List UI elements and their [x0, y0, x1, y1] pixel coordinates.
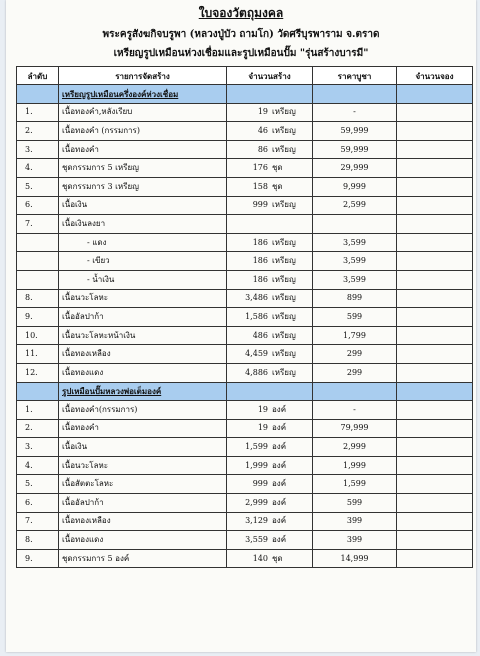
row-unit: เหรียญ: [272, 200, 296, 210]
row-item: เนื้อทองแดง: [59, 531, 227, 550]
row-qty-cell: [227, 140, 313, 159]
table-row: [17, 140, 473, 159]
row-item: เนื้อเงิน: [59, 196, 227, 215]
row-item: เนื้อเงิน: [59, 438, 227, 457]
section-price-cell: [313, 85, 397, 104]
row-unit: เหรียญ: [272, 293, 296, 303]
row-unit: เหรียญ: [272, 367, 296, 377]
row-qty-cell: [227, 122, 313, 141]
row-unit: เหรียญ: [272, 107, 296, 117]
row-reserve-cell[interactable]: [397, 177, 473, 196]
row-reserve-cell[interactable]: [397, 494, 473, 513]
row-item: ชุดกรรมการ 3 เหรียญ: [59, 177, 227, 196]
row-item: เนื้อทองคำ: [59, 140, 227, 159]
section-no-cell: [17, 382, 59, 401]
row-item: เนื้อทองคำ(กรรมการ): [59, 401, 227, 420]
header-no: ลำดับ: [17, 67, 59, 85]
row-qty: 46: [257, 125, 268, 135]
row-unit: เหรียญ: [272, 256, 296, 266]
section-price-cell: [313, 382, 397, 401]
row-reserve-cell[interactable]: [397, 215, 473, 234]
row-price: 1,599: [313, 475, 397, 494]
row-qty-cell: [227, 456, 313, 475]
row-reserve-cell[interactable]: [397, 531, 473, 550]
table-row: [17, 475, 473, 494]
row-no: 7.: [17, 512, 59, 531]
row-qty: 999: [252, 200, 268, 210]
row-qty-cell: [227, 215, 313, 234]
table-row: [17, 419, 473, 438]
row-reserve-cell[interactable]: [397, 363, 473, 382]
row-qty: 19: [257, 107, 268, 117]
row-unit: องค์: [272, 497, 287, 507]
row-no: 9.: [17, 308, 59, 327]
header-price: ราคาบูชา: [313, 67, 397, 85]
row-no: 12.: [17, 363, 59, 382]
section-label: เหรียญรูปเหมือนครึ่งองค์ห่วงเชื่อม: [59, 85, 227, 104]
table-row: [17, 326, 473, 345]
table-row: [17, 103, 473, 122]
row-unit: องค์: [272, 404, 287, 414]
row-reserve-cell[interactable]: [397, 512, 473, 531]
row-unit: ชุด: [272, 163, 283, 173]
row-qty-cell: [227, 401, 313, 420]
row-item: เนื้ออัลปาก้า: [59, 308, 227, 327]
row-price: 2,599: [313, 196, 397, 215]
row-no: 10.: [17, 326, 59, 345]
row-no: [17, 270, 59, 289]
row-reserve-cell[interactable]: [397, 345, 473, 364]
row-qty: 186: [252, 256, 268, 266]
section-label: รูปเหมือนปั๊มหลวงพ่อเต็มองค์: [59, 382, 227, 401]
row-item: ชุดกรรมการ 5 เหรียญ: [59, 159, 227, 178]
row-item: - น้ำเงิน: [59, 270, 227, 289]
row-qty: 3,559: [245, 535, 268, 545]
row-reserve-cell[interactable]: [397, 401, 473, 420]
row-price: 59,999: [313, 140, 397, 159]
header-reserve: จำนวนจอง: [397, 67, 473, 85]
table-row: [17, 270, 473, 289]
row-qty: 19: [257, 423, 268, 433]
row-price: 3,599: [313, 233, 397, 252]
row-no: 6.: [17, 196, 59, 215]
section-row: [17, 382, 473, 401]
table-row: [17, 233, 473, 252]
table-row: [17, 122, 473, 141]
table-row: [17, 549, 473, 568]
table-row: [17, 196, 473, 215]
row-qty-cell: [227, 289, 313, 308]
table-row: [17, 456, 473, 475]
row-no: 4.: [17, 456, 59, 475]
row-no: 5.: [17, 475, 59, 494]
row-qty: 176: [252, 163, 268, 173]
row-price: -: [313, 103, 397, 122]
row-item: เนื้อเงินลงยา: [59, 215, 227, 234]
row-no: [17, 252, 59, 271]
row-no: 2.: [17, 419, 59, 438]
row-item: เนื้อทองคำ: [59, 419, 227, 438]
row-price: -: [313, 401, 397, 420]
row-no: 4.: [17, 159, 59, 178]
row-reserve-cell[interactable]: [397, 475, 473, 494]
row-qty: 1,999: [245, 460, 268, 470]
header-qty: จำนวนสร้าง: [227, 67, 313, 85]
row-item: เนื้อทองแดง: [59, 363, 227, 382]
row-qty: 1,599: [245, 442, 268, 452]
row-no: 1.: [17, 401, 59, 420]
row-no: 11.: [17, 345, 59, 364]
row-reserve-cell[interactable]: [397, 196, 473, 215]
row-price: 399: [313, 512, 397, 531]
row-item: เนื้อนวะโลหะ: [59, 289, 227, 308]
row-unit: องค์: [272, 442, 287, 452]
order-form-sheet: [6, 0, 476, 652]
row-unit: องค์: [272, 535, 287, 545]
row-item: - เขียว: [59, 252, 227, 271]
table-row: [17, 252, 473, 271]
row-qty: 999: [252, 479, 268, 489]
row-no: [17, 233, 59, 252]
table-row: [17, 494, 473, 513]
row-item: เนื้อสัตตะโลหะ: [59, 475, 227, 494]
row-reserve-cell[interactable]: [397, 103, 473, 122]
row-qty-cell: [227, 475, 313, 494]
row-unit: องค์: [272, 479, 287, 489]
row-reserve-cell[interactable]: [397, 270, 473, 289]
row-qty: 1,586: [245, 311, 268, 321]
row-qty-cell: [227, 531, 313, 550]
row-qty-cell: [227, 252, 313, 271]
row-reserve-cell[interactable]: [397, 419, 473, 438]
row-price: 1,799: [313, 326, 397, 345]
row-qty-cell: [227, 103, 313, 122]
section-no-cell: [17, 85, 59, 104]
row-price: 3,599: [313, 270, 397, 289]
row-reserve-cell[interactable]: [397, 456, 473, 475]
row-qty: 186: [252, 274, 268, 284]
row-qty-cell: [227, 419, 313, 438]
row-no: 8.: [17, 289, 59, 308]
section-row: [17, 85, 473, 104]
temple-subtitle: พระครูสังฆกิจบรูพา (หลวงปู่บัว ถามโก) วัดศรีบุรพาราม จ.ตราด: [102, 29, 380, 40]
row-unit: องค์: [272, 516, 287, 526]
row-qty-cell: [227, 549, 313, 568]
row-price: 599: [313, 308, 397, 327]
row-item: เนื้อทองคำ,หลังเรียบ: [59, 103, 227, 122]
table-row: [17, 215, 473, 234]
row-qty-cell: [227, 438, 313, 457]
row-no: 6.: [17, 494, 59, 513]
series-subtitle: เหรียญรูปเหมือนห่วงเชื่อมและรูปเหมือนปั๊ม "รุ่นสร้างบารมี": [113, 48, 369, 59]
row-unit: เหรียญ: [272, 274, 296, 284]
row-price: [313, 215, 397, 234]
row-no: 5.: [17, 177, 59, 196]
row-price: 9,999: [313, 177, 397, 196]
table-row: [17, 289, 473, 308]
section-reserve-cell: [397, 382, 473, 401]
row-no: 1.: [17, 103, 59, 122]
row-unit: องค์: [272, 460, 287, 470]
row-unit: เหรียญ: [272, 330, 296, 340]
row-qty: 486: [252, 330, 268, 340]
order-table: [16, 66, 473, 568]
table-header-row: [17, 67, 473, 85]
row-price: 899: [313, 289, 397, 308]
row-reserve-cell[interactable]: [397, 549, 473, 568]
row-no: 8.: [17, 531, 59, 550]
row-reserve-cell[interactable]: [397, 308, 473, 327]
row-reserve-cell[interactable]: [397, 140, 473, 159]
row-item: เนื้ออัลปาก้า: [59, 494, 227, 513]
row-price: 599: [313, 494, 397, 513]
row-qty: 186: [252, 237, 268, 247]
row-item: เนื้อทองคำ (กรรมการ): [59, 122, 227, 141]
row-no: 3.: [17, 438, 59, 457]
row-price: 59,999: [313, 122, 397, 141]
row-reserve-cell[interactable]: [397, 252, 473, 271]
row-qty: 4,459: [245, 349, 268, 359]
row-price: 299: [313, 363, 397, 382]
row-price: 14,999: [313, 549, 397, 568]
row-reserve-cell[interactable]: [397, 233, 473, 252]
row-qty-cell: [227, 177, 313, 196]
row-qty-cell: [227, 196, 313, 215]
row-item: เนื้อทองเหลือง: [59, 345, 227, 364]
row-qty-cell: [227, 308, 313, 327]
row-unit: เหรียญ: [272, 311, 296, 321]
row-no: 9.: [17, 549, 59, 568]
row-reserve-cell[interactable]: [397, 289, 473, 308]
row-unit: เหรียญ: [272, 237, 296, 247]
header-item: รายการจัดสร้าง: [59, 67, 227, 85]
table-row: [17, 363, 473, 382]
row-qty-cell: [227, 326, 313, 345]
row-reserve-cell[interactable]: [397, 159, 473, 178]
table-row: [17, 438, 473, 457]
row-price: 79,999: [313, 419, 397, 438]
table-row: [17, 308, 473, 327]
row-price: 299: [313, 345, 397, 364]
row-unit: องค์: [272, 423, 287, 433]
row-item: เนื้อทองเหลือง: [59, 512, 227, 531]
row-price: 2,999: [313, 438, 397, 457]
table-row: [17, 159, 473, 178]
row-qty: 4,886: [245, 367, 268, 377]
row-qty-cell: [227, 512, 313, 531]
row-qty: 86: [257, 144, 268, 154]
row-unit: เหรียญ: [272, 349, 296, 359]
table-row: [17, 512, 473, 531]
row-qty-cell: [227, 270, 313, 289]
row-price: 1,999: [313, 456, 397, 475]
row-unit: เหรียญ: [272, 144, 296, 154]
row-qty-cell: [227, 345, 313, 364]
row-item: เนื้อนวะโลหะหน้าเงิน: [59, 326, 227, 345]
row-price: 29,999: [313, 159, 397, 178]
row-qty: 140: [252, 553, 268, 563]
row-unit: ชุด: [272, 553, 283, 563]
row-price: 3,599: [313, 252, 397, 271]
table-row: [17, 177, 473, 196]
row-qty-cell: [227, 233, 313, 252]
row-unit: ชุด: [272, 181, 283, 191]
row-unit: เหรียญ: [272, 125, 296, 135]
row-qty: 3,129: [245, 516, 268, 526]
section-reserve-cell: [397, 85, 473, 104]
section-qty-cell: [227, 85, 313, 104]
row-item: ชุดกรรมการ 5 องค์: [59, 549, 227, 568]
row-qty-cell: [227, 159, 313, 178]
row-reserve-cell[interactable]: [397, 122, 473, 141]
row-no: 3.: [17, 140, 59, 159]
row-qty: 2,999: [245, 497, 268, 507]
row-item: เนื้อนวะโลหะ: [59, 456, 227, 475]
row-reserve-cell[interactable]: [397, 326, 473, 345]
table-row: [17, 345, 473, 364]
row-qty-cell: [227, 494, 313, 513]
row-item: - แดง: [59, 233, 227, 252]
row-qty-cell: [227, 363, 313, 382]
row-no: 2.: [17, 122, 59, 141]
section-qty-cell: [227, 382, 313, 401]
table-row: [17, 401, 473, 420]
row-reserve-cell[interactable]: [397, 438, 473, 457]
row-qty: 158: [252, 181, 268, 191]
row-price: 399: [313, 531, 397, 550]
form-title: ใบจองวัตถุมงคล: [198, 6, 284, 20]
row-qty: 3,486: [245, 293, 268, 303]
table-row: [17, 531, 473, 550]
row-qty: 19: [257, 404, 268, 414]
row-no: 7.: [17, 215, 59, 234]
